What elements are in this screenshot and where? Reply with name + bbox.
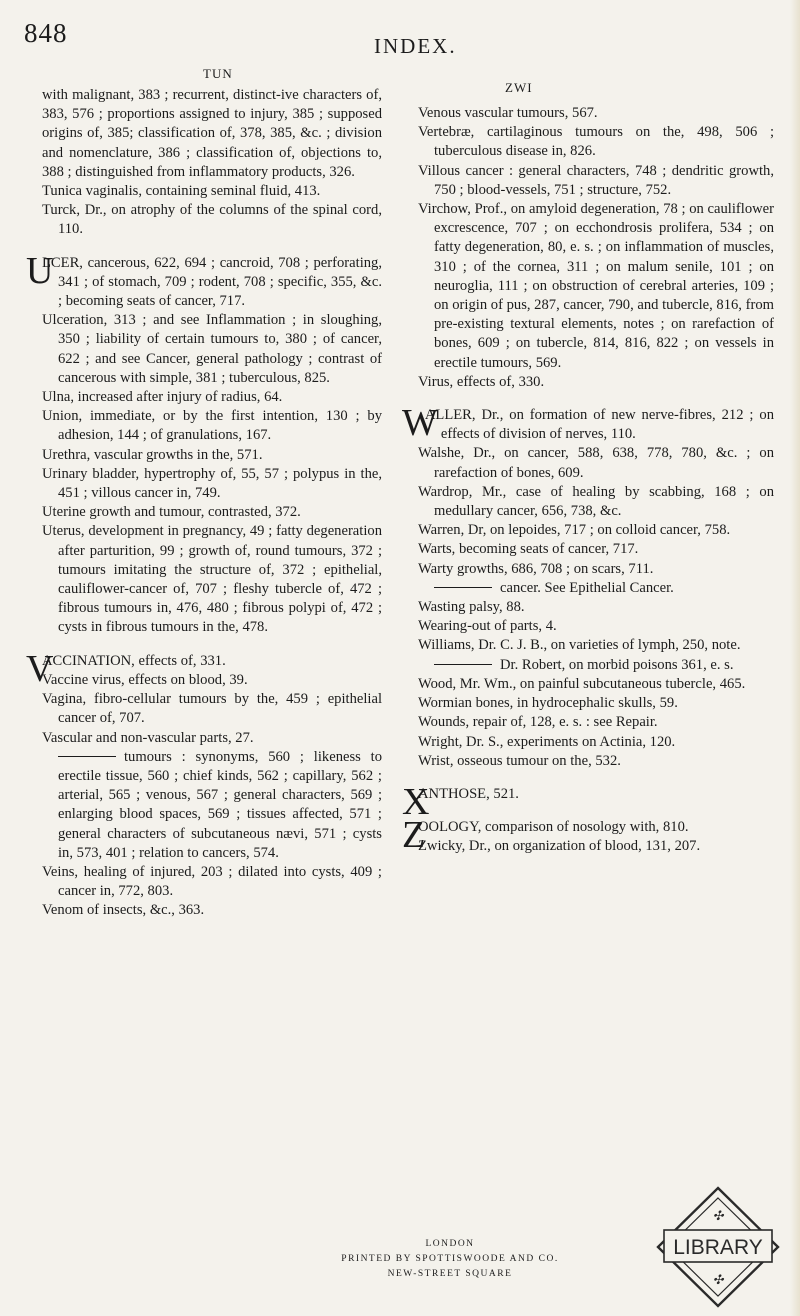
right-column xyxy=(402,104,774,857)
index-entry: Urinary bladder, hypertrophy of, 55, 57 ; polypus in the, 451 ; villous cancer in, 749. xyxy=(42,465,382,502)
imprint-address: NEW-STREET SQUARE xyxy=(387,1269,513,1279)
dropcap-x: X xyxy=(402,780,430,823)
index-entry: OOLOGY, comparison of nosology with, 810. xyxy=(418,819,689,836)
index-entry: ACCINATION, effects of, 331. xyxy=(42,652,226,669)
index-entry: Tunica vaginalis, containing seminal fluid, 413. xyxy=(42,183,321,200)
index-entry: Wardrop, Mr., case of healing by scabbing, 168 ; on medullary cancer, 656, 738, &c. xyxy=(418,483,774,520)
dropcap-z: Z xyxy=(402,814,426,857)
index-entry: ANTHOSE, 521. xyxy=(418,785,519,802)
library-stamp xyxy=(652,1184,784,1310)
page-title: INDEX. xyxy=(374,34,457,58)
index-entry: tumours : synonyms, 560 ; likeness to erectile tissue, 560 ; chief kinds, 562 ; capillary, 562 ; arterial, 565 ; venous, 567 ; general characters, 569 ; enlarging blood spaces, 569 ; tissues affected, 571 ; general characters of subcutaneous nævi, 571 ; cysts in, 573, 401 ; relation to cancers, 574. xyxy=(58,748,382,861)
ditto-dash xyxy=(434,587,492,588)
right-top-entries xyxy=(418,104,774,392)
index-entry: Vertebræ, cartilaginous tumours on the, 498, 506 ; tuberculous disease in, 826. xyxy=(418,124,774,160)
index-entry: Veins, healing of injured, 203 ; dilated into cysts, 409 ; cancer in, 772, 803. xyxy=(42,863,382,900)
index-entry: Virus, effects of, 330. xyxy=(418,373,545,390)
index-entry: Venous vascular tumours, 567. xyxy=(418,105,598,121)
section-z xyxy=(402,814,774,857)
running-head-right: ZWI xyxy=(505,80,533,95)
index-entry: Ulna, increased after injury of radius, 64. xyxy=(42,389,283,406)
section-w xyxy=(402,402,774,771)
index-entry: LCER, cancerous, 622, 694 ; cancroid, 708 ; perforating, 341 ; of stomach, 709 ; rodent, 708 ; specific, 355, &c. ; becoming seats of cancer, 717. xyxy=(42,254,382,310)
stamp-decoration-bottom: ✣ xyxy=(712,1272,724,1287)
imprint-city: LONDON xyxy=(425,1239,475,1249)
index-entry: Wasting palsy, 88. xyxy=(418,599,525,616)
section-u xyxy=(26,249,382,638)
index-entry: cancer. See Epithelial Cancer. xyxy=(500,579,674,596)
index-entry: ALLER, Dr., on formation of new nerve-fibres, 212 ; on effects of division of nerves, 110. xyxy=(424,407,774,443)
index-entry: Villous cancer : general characters, 748 ; dendritic growth, 750 ; blood-vessels, 751 ; structure, 752. xyxy=(418,162,774,198)
imprint-printer: PRINTED BY SPOTTISWOODE AND CO. xyxy=(341,1254,559,1264)
index-entry: Wormian bones, in hydrocephalic skulls, 59. xyxy=(418,695,678,712)
page-edge-shading xyxy=(790,0,800,1316)
index-entry: Ulceration, 313 ; and see Inflammation ; in sloughing, 350 ; liability of certain tumours to, 380 ; of cancer, 622 ; and see Cancer, general pathology ; contrast of cancerous with simple, 381 ; tuberculous, 825. xyxy=(42,312,382,386)
index-entry: Turck, Dr., on atrophy of the columns of the spinal cord, 110. xyxy=(42,202,382,238)
index-entry: Urethra, vascular growths in the, 571. xyxy=(42,446,263,463)
index-entry: with malignant, 383 ; recurrent, distinct-ive characters of, 383, 576 ; proportions assigned to injury, 385 ; supposed origins of, 385; classification of, 378, 385, &c. ; division and nomenclature, 386 ; classification of, objections to, 388 ; distinguished from inflammatory products, 326. xyxy=(42,87,382,180)
index-entry: Virchow, Prof., on amyloid degeneration, 78 ; on cauliflower excrescence, 707 ; on ecchondrosis prolifera, 534 ; on fatty degeneration, 80, e. s. ; on inflammation of muscles, 310 ; of the cornea, 311 ; on malum senile, 101 ; on neuroglia, 111 ; on obstruction of cerebral arteries, 109 ; on origin of pus, 287, cancer, 790, and tubercle, 816, from pre-existing textural elements, notes ; on rarefaction of bones, 609 ; on tubercle, 814, 816, 822 ; on vessels in erectile tumours, 569. xyxy=(418,201,774,371)
index-entry: Vagina, fibro-cellular tumours by the, 459 ; epithelial cancer of, 707. xyxy=(42,691,382,727)
printer-imprint xyxy=(250,1237,650,1282)
dropcap-v: V xyxy=(26,647,54,690)
section-v xyxy=(26,647,382,921)
index-entry: Union, immediate, or by the first intention, 130 ; by adhesion, 144 ; of granulations, 167. xyxy=(42,408,382,444)
running-head-left: TUN xyxy=(203,66,233,81)
index-entry: Walshe, Dr., on cancer, 588, 638, 778, 780, &c. ; on rarefaction of bones, 609. xyxy=(418,445,774,481)
dropcap-u: U xyxy=(26,249,54,292)
left-top-entries xyxy=(42,86,382,240)
index-entry: Venom of insects, &c., 363. xyxy=(42,902,205,919)
index-entry: Williams, Dr. C. J. B., on varieties of lymph, 250, note. xyxy=(418,637,741,654)
index-entry: Wrist, osseous tumour on the, 532. xyxy=(418,752,621,769)
stamp-decoration-top: ✣ xyxy=(712,1208,724,1223)
index-entry: Wright, Dr. S., experiments on Actinia, 120. xyxy=(418,733,676,750)
index-entry: Wood, Mr. Wm., on painful subcutaneous tubercle, 465. xyxy=(418,675,746,692)
index-entry: Warts, becoming seats of cancer, 717. xyxy=(418,541,639,558)
index-entry: Wearing-out of parts, 4. xyxy=(418,618,557,635)
index-entry: Warty growths, 686, 708 ; on scars, 711. xyxy=(418,560,654,577)
ditto-dash xyxy=(58,756,116,757)
index-entry: Uterine growth and tumour, contrasted, 372. xyxy=(42,504,301,521)
index-entry: Vascular and non-vascular parts, 27. xyxy=(42,729,254,746)
index-entry: Warren, Dr, on lepoides, 717 ; on colloid cancer, 758. xyxy=(418,522,731,539)
ditto-dash xyxy=(434,664,492,665)
index-entry: Vaccine virus, effects on blood, 39. xyxy=(42,671,248,688)
dropcap-w: W xyxy=(402,402,438,445)
index-entry: Uterus, development in pregnancy, 49 ; fatty degeneration after parturition, 99 ; growth of, round tumours, 372 ; tumours imitating the structure of, 372 ; epithelial, cauliflower-cancer of, 707 ; fleshy tubercle of, 472 ; fibrous tumours in, 476, 480 ; fibrous polypi of, 472 ; cysts in fibrous tumours in the, 478. xyxy=(42,523,382,636)
section-x xyxy=(402,780,774,823)
left-column xyxy=(26,86,382,921)
page-number: 848 xyxy=(24,18,68,48)
index-entry: Zwicky, Dr., on organization of blood, 131, 207. xyxy=(418,838,701,855)
stamp-label: LIBRARY xyxy=(673,1236,763,1259)
index-entry: Dr. Robert, on morbid poisons 361, e. s. xyxy=(500,656,734,673)
index-entry: Wounds, repair of, 128, e. s. : see Repair. xyxy=(418,714,658,731)
